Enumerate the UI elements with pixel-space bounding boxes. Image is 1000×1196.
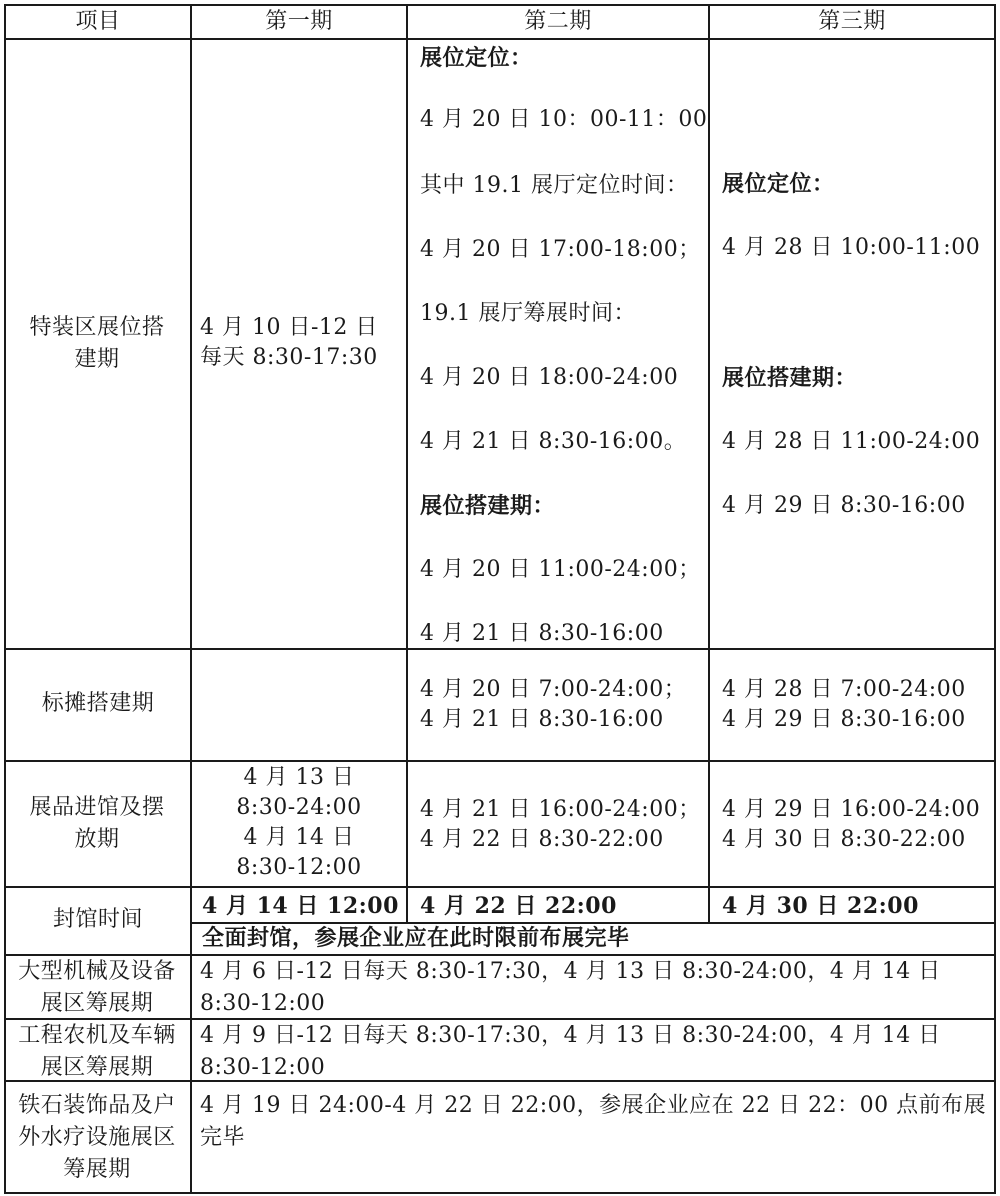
special-p2-heading: 展位定位：	[420, 45, 533, 71]
exhibit-p3-line: 4 月 29 日 16:00-24:00	[722, 797, 981, 822]
special-p2-heading: 展位搭建期：	[420, 493, 556, 519]
close-p2: 4 月 22 日 22:00	[420, 893, 617, 919]
special-p3-heading: 展位定位：	[722, 171, 835, 197]
header-phase-2: 第二期	[524, 9, 592, 34]
machinery-text: 4 月 6 日-12 日每天 8:30-17:30，4 月 13 日 8:30-24:00，4 月 14 日 8:30-12:00	[200, 959, 941, 1016]
agri-text: 4 月 9 日-12 日每天 8:30-17:30，4 月 13 日 8:30-24:00，4 月 14 日 8:30-12:00	[200, 1023, 941, 1080]
row-label-closing-time: 封馆时间	[52, 907, 143, 932]
special-p2-line: 4 月 20 日 11:00-24:00；	[420, 557, 701, 582]
special-p2-line: 4 月 20 日 18:00-24:00	[420, 365, 679, 390]
booth-p2-line: 4 月 21 日 8:30-16:00	[420, 707, 664, 732]
exhibit-p2-line: 4 月 22 日 8:30-22:00	[420, 827, 664, 852]
special-p1-line: 4 月 10 日-12 日	[200, 315, 378, 340]
header-phase-1: 第一期	[265, 9, 333, 34]
iron-text: 4 月 19 日 24:00-4 月 22 日 22:00，参展企业应在 22 日 22：00 点前布展完毕	[200, 1093, 987, 1150]
special-p2-line: 4 月 20 日 17:00-18:00；	[420, 237, 701, 262]
booth-p3-line: 4 月 29 日 8:30-16:00	[722, 707, 966, 732]
header-phase-3: 第三期	[818, 9, 886, 34]
special-p3-line: 4 月 29 日 8:30-16:00	[722, 493, 966, 518]
exhibit-p1-line: 4 月 14 日	[243, 825, 355, 850]
exhibit-p1-line: 8:30-24:00	[236, 795, 362, 820]
row-label-exhibit-move-in: 展品进馆及摆放期	[29, 795, 165, 852]
special-p2-line: 4 月 21 日 8:30-16:00。	[420, 429, 687, 454]
booth-p2-line: 4 月 20 日 7:00-24:00；	[420, 677, 687, 702]
special-p3-line: 4 月 28 日 10:00-11:00	[722, 235, 981, 260]
exhibit-p3-line: 4 月 30 日 8:30-22:00	[722, 827, 966, 852]
special-p2-line: 4 月 21 日 8:30-16:00	[420, 621, 664, 646]
booth-p3-line: 4 月 28 日 7:00-24:00	[722, 677, 966, 702]
row-label-iron-stone: 铁石装饰品及户外水疗设施展区筹展期	[18, 1093, 176, 1182]
close-p3: 4 月 30 日 22:00	[722, 893, 919, 919]
row-label-standard-booth: 标摊搭建期	[41, 691, 155, 716]
exhibit-p1-line: 8:30-12:00	[236, 855, 362, 880]
header-item: 项目	[75, 9, 121, 34]
close-note: 全面封馆，参展企业应在此时限前布展完毕	[202, 925, 630, 951]
special-p2-line: 4 月 20 日 10：00-11：00	[420, 107, 708, 132]
special-p2-line: 19.1 展厅筹展时间：	[420, 301, 636, 326]
exhibit-p1-line: 4 月 13 日	[243, 765, 355, 790]
close-p1: 4 月 14 日 12:00	[202, 893, 399, 919]
special-p2-line: 其中 19.1 展厅定位时间：	[420, 173, 689, 198]
row-label-special-booth: 特装区展位搭建期	[29, 315, 165, 372]
exhibit-p2-line: 4 月 21 日 16:00-24:00；	[420, 797, 701, 822]
row-label-agri-vehicle: 工程农机及车辆展区筹展期	[18, 1023, 176, 1080]
special-p3-line: 4 月 28 日 11:00-24:00	[722, 429, 981, 454]
special-p1-line: 每天 8:30-17:30	[200, 345, 378, 370]
row-label-machinery: 大型机械及设备展区筹展期	[18, 959, 176, 1016]
special-p3-heading: 展位搭建期：	[722, 365, 858, 391]
